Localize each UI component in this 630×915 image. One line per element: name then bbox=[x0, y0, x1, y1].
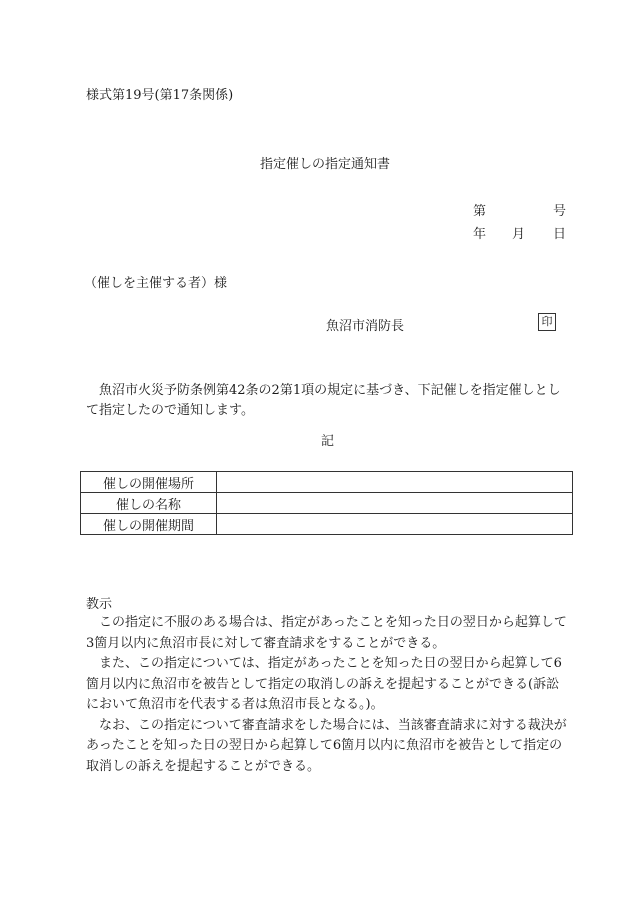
notice-heading: 教示 bbox=[86, 597, 113, 612]
table-value-venue bbox=[217, 472, 573, 493]
event-info-table bbox=[80, 471, 573, 535]
date-month-label: 月 bbox=[512, 227, 526, 242]
addressee: （催しを主催する者）様 bbox=[84, 276, 228, 291]
document-title: 指定催しの指定通知書 bbox=[260, 157, 391, 172]
table-label-venue: 催しの開催場所 bbox=[81, 472, 217, 493]
notice-paragraph-1: この指定に不服のある場合は、指定があったことを知った日の翌日から起算して3箇月以内に魚沼市長に対して審査請求をすることができる。 bbox=[86, 615, 567, 651]
date-day-label: 日 bbox=[553, 227, 567, 242]
notice-body bbox=[86, 613, 568, 777]
reference-number-dai: 第 bbox=[473, 204, 487, 219]
date-year-label: 年 bbox=[473, 227, 487, 242]
notice-paragraph-2: また、この指定については、指定があったことを知った日の翌日から起算して6箇月以内に魚沼市を被告として指定の取消しの訴えを提起することができる(訴訟において魚沼市を代表する者は魚沼市長となる。)。 bbox=[86, 656, 562, 712]
table-row bbox=[81, 472, 573, 493]
table-row bbox=[81, 493, 573, 514]
table-value-period bbox=[217, 514, 573, 535]
notification-body: 魚沼市火災予防条例第42条の2第1項の規定に基づき、下記催しを指定催しとして指定したので通知します。 bbox=[86, 383, 561, 418]
seal-mark: 印 bbox=[538, 313, 556, 331]
issuer-name: 魚沼市消防長 bbox=[326, 319, 405, 334]
table-label-period: 催しの開催期間 bbox=[81, 514, 217, 535]
reference-number-go: 号 bbox=[553, 204, 567, 219]
table-value-event-name bbox=[217, 493, 573, 514]
table-label-event-name: 催しの名称 bbox=[81, 493, 217, 514]
form-number: 様式第19号(第17条関係) bbox=[86, 88, 234, 103]
table-row bbox=[81, 514, 573, 535]
ki-heading: 記 bbox=[321, 434, 335, 449]
notice-paragraph-3: なお、この指定について審査請求をした場合には、当該審査請求に対する裁決があったことを知った日の翌日から起算して6箇月以内に魚沼市を被告として指定の取消しの訴えを提起することができる。 bbox=[86, 717, 567, 774]
